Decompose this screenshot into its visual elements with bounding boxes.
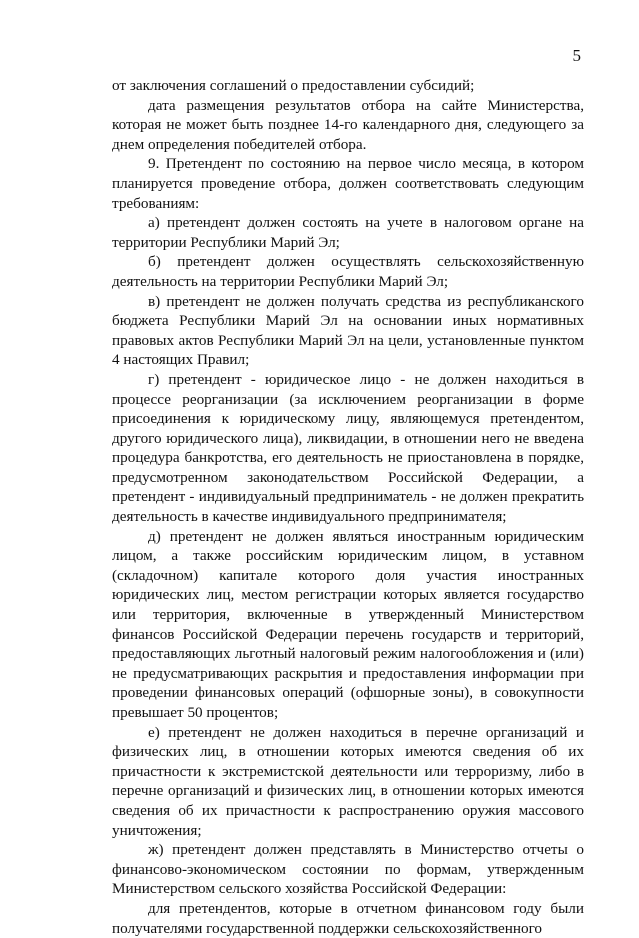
paragraph-subitem-b: б) претендент должен осуществлять сельскохозяйственную деятельность на территории Республики Марий Эл; (112, 253, 584, 290)
paragraph-publication-date: дата размещения результатов отбора на сайте Министерства, которая не может быть позднее 14-го календарного дня, следующего за днем определения победителей отбора. (112, 96, 584, 153)
paragraph-subitem-zh: ж) претендент должен представлять в Министерство отчеты о финансово-экономическом состоянии по формам, утвержденным Министерством сельского хозяйства Российской Федерации: (112, 841, 584, 898)
paragraph-subitem-d: д) претендент не должен являться иностранным юридическим лицом, а также российским юридическим лицом, в уставном (складочном) капитале которого доля участия иностранных юридических лиц, местом регистрации которых является государство или территория, включенные в утвержденный Министерством финансов Российской Федерации перечень государств и территорий, предоставляющих льготный налоговый режим налогообложения и (или) не предусматривающих раскрытия и предоставления информации при проведении финансовых операций (офшорные зоны), в совокупности превышает 50 процентов; (112, 527, 584, 721)
paragraph-subitem-v: в) претендент не должен получать средства из республиканского бюджета Республики Марий Эл на основании иных нормативных правовых актов Республики Марий Эл на цели, установленные пунктом 4 настоящих Правил; (112, 292, 584, 369)
paragraph-item-9: 9. Претендент по состоянию на первое число месяца, в котором планируется проведение отбора, должен соответствовать следующим требованиям: (112, 155, 584, 212)
paragraph-subitem-e: е) претендент не должен находиться в перечне организаций и физических лиц, в отношении которых имеются сведения об их причастности к экстремистской деятельности или терроризму, либо в перечне организаций и физических лиц, в отношении которых имеются сведения об их причастности к распространению оружия массового уничтожения; (112, 723, 584, 839)
paragraph-applicants: для претендентов, которые в отчетном финансовом году были получателями государственной поддержки сельскохозяйственного (112, 899, 584, 937)
paragraph-subitem-a: а) претендент должен состоять на учете в налоговом органе на территории Республики Марий Эл; (112, 214, 584, 251)
page-number: 5 (572, 46, 581, 65)
paragraph-continuation: от заключения соглашений о предоставлении субсидий; (112, 77, 475, 94)
paragraph-subitem-g: г) претендент - юридическое лицо - не должен находиться в процессе реорганизации (за исключением реорганизации в форме присоединения к юридическому лицу, являющемуся претендентом, другого юридического лица), ликвидации, в отношении него не введена процедура банкротства, его деятельность не приостановлена в порядке, предусмотренном законодательством Российской Федерации, а претендент - индивидуальный предприниматель - не должен прекратить деятельность в качестве индивидуального предпринимателя; (112, 370, 584, 526)
document-body (112, 76, 584, 938)
